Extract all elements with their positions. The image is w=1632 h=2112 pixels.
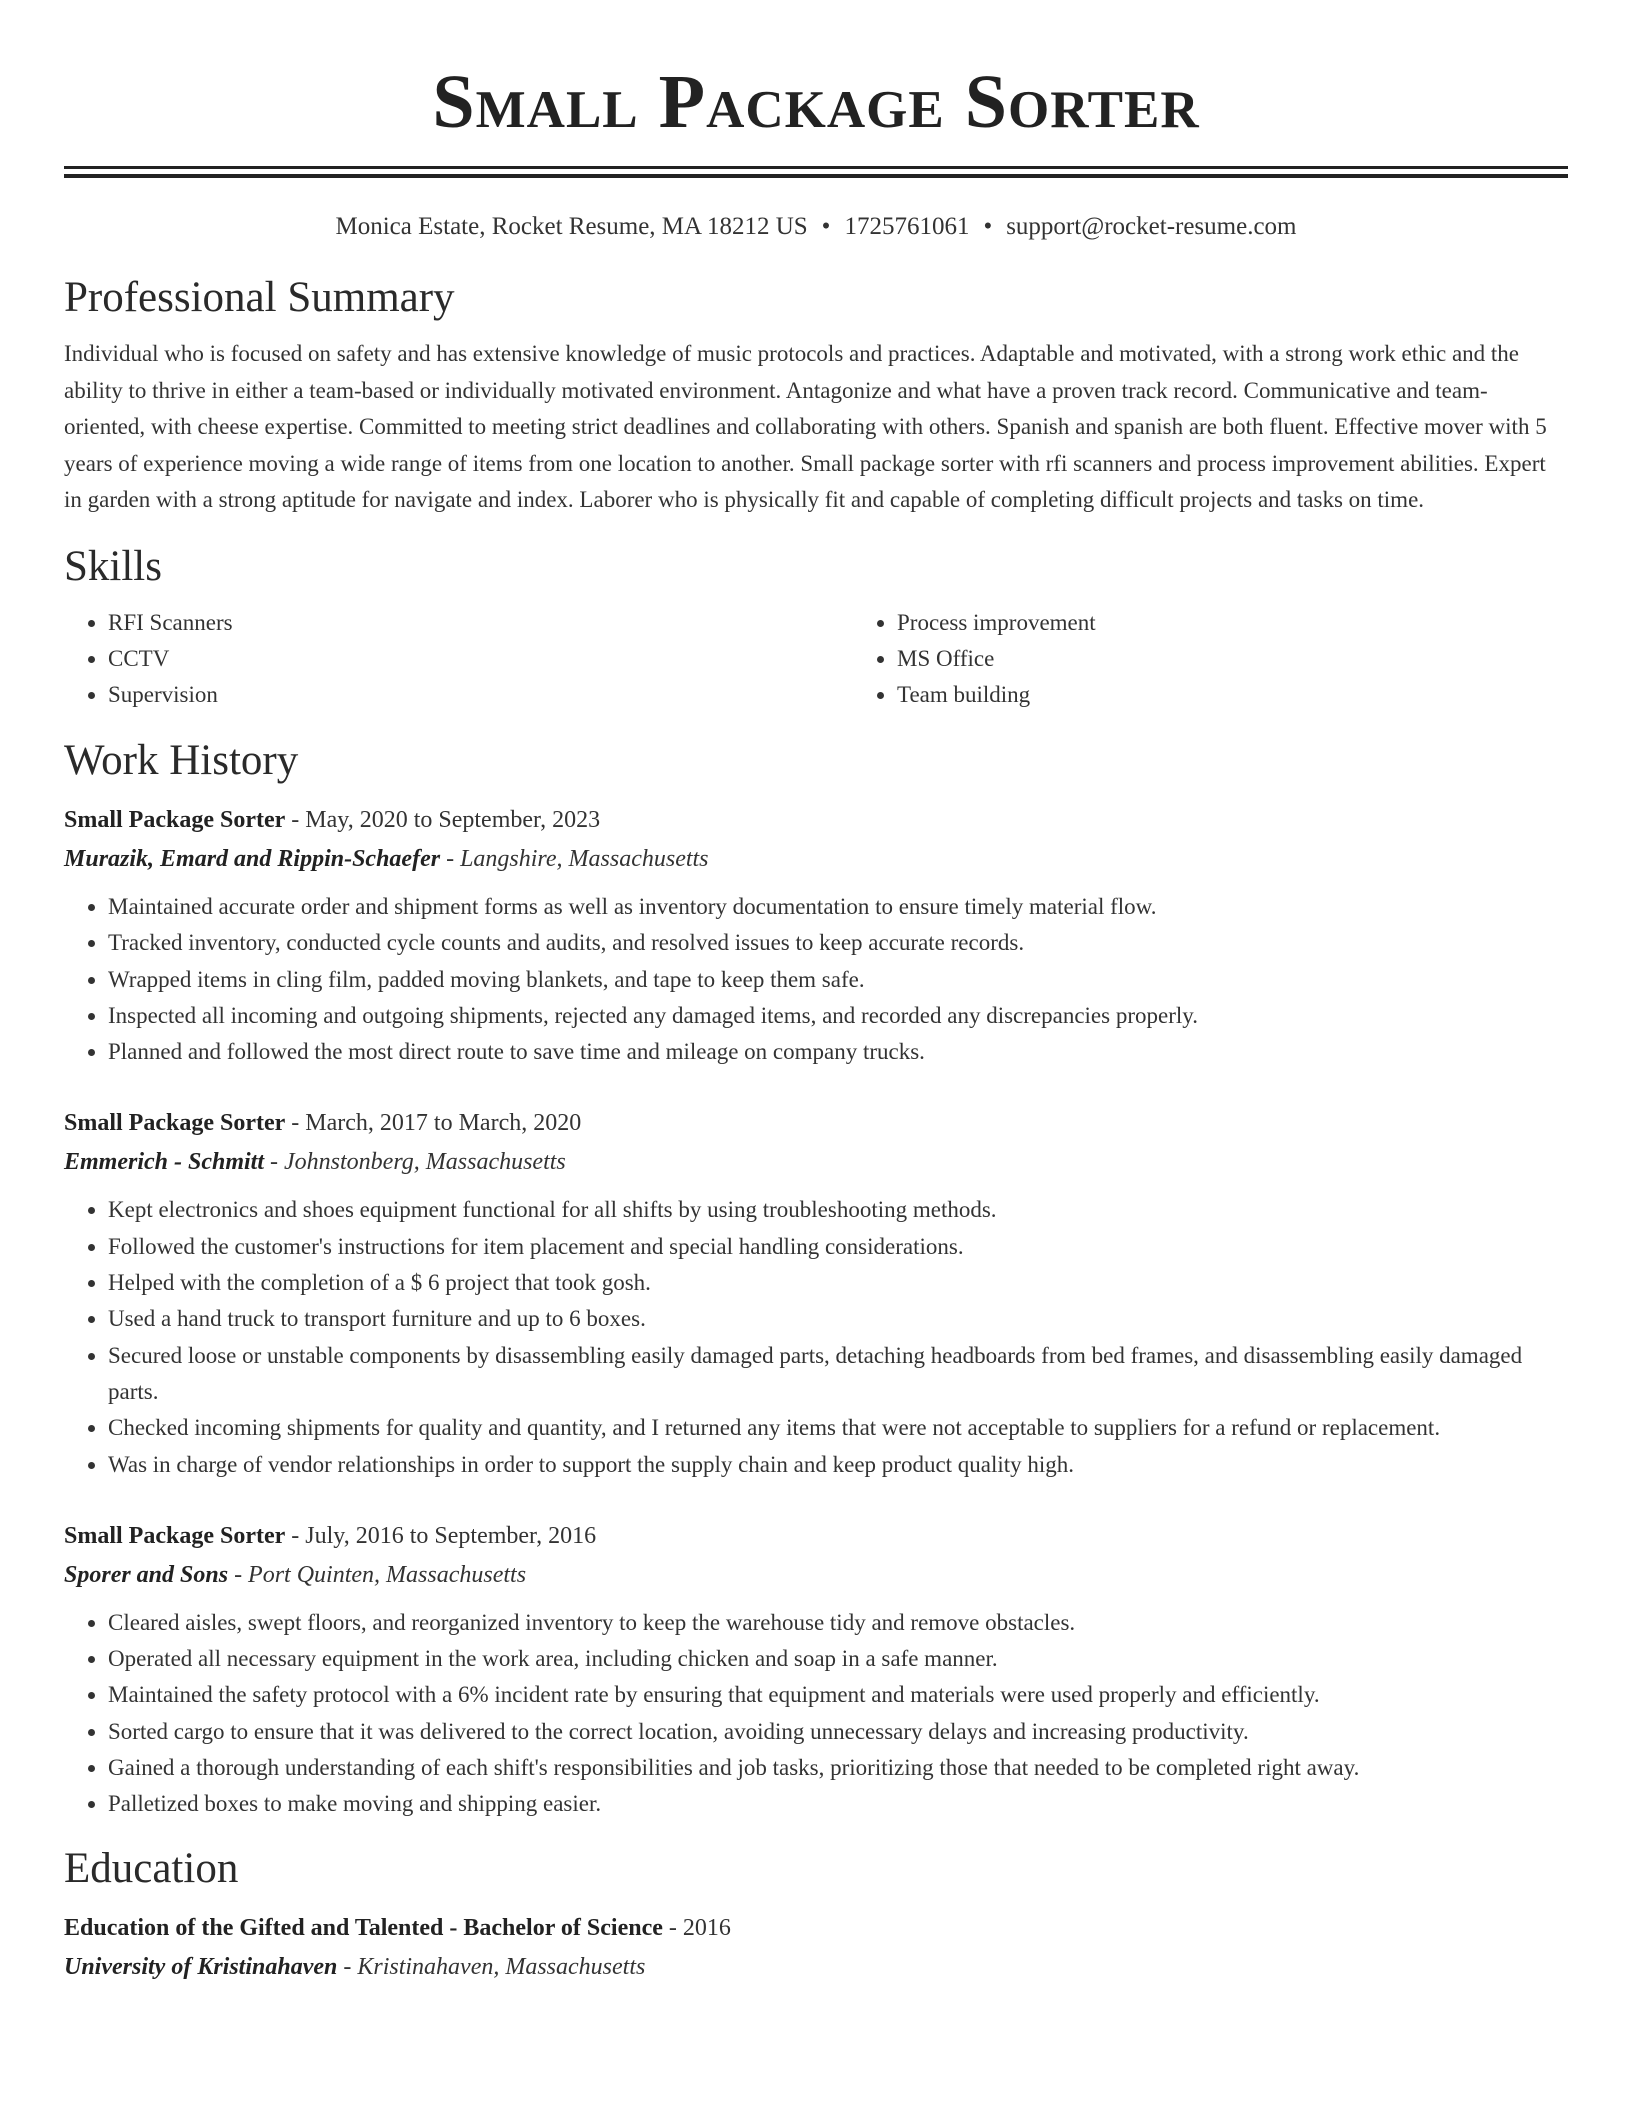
contact-address: Monica Estate, Rocket Resume, MA 18212 US — [335, 213, 808, 240]
job-location: - Johnstonberg, Massachusetts — [264, 1149, 566, 1176]
job-bullet: • Operated all necessary equipment in the work area, including chicken and soap in a safe manner. — [108, 1641, 1568, 1677]
education-school: University of Kristinahaven — [64, 1953, 338, 1980]
job-employer — [64, 839, 1568, 879]
job-entry — [64, 1104, 1568, 1482]
job-title: Small Package Sorter — [64, 1522, 286, 1549]
job-bullet: • Cleared aisles, swept floors, and reorganized inventory to keep the warehouse tidy and remove obstacles. — [108, 1605, 1568, 1641]
contact-line — [64, 210, 1568, 244]
job-bullets — [64, 1605, 1568, 1823]
job-bullet: • Palletized boxes to make moving and shipping easier. — [108, 1786, 1568, 1822]
job-bullets — [64, 889, 1568, 1070]
education-location: - Kristinahaven, Massachusetts — [337, 1953, 646, 1980]
job-location: - Langshire, Massachusetts — [440, 845, 709, 872]
job-bullet: • Planned and followed the most direct route to save time and mileage on company trucks. — [108, 1034, 1568, 1070]
summary-text: Individual who is focused on safety and has extensive knowledge of music protocols and practices. Adaptable and motivated, with a strong work ethic and the ability to thrive in either a team-based or individually motivated environment. Antagonize and what have a proven track record. Communicative and team-oriented, with cheese expertise. Committed to meeting strict deadlines and collaborating with others. Spanish and spanish are both fluent. Effective mover with 5 years of experience moving a wide range of items from one location to another. Small package sorter with rfi scanners and process improvement abilities. Expert in garden with a strong aptitude for navigate and index. Laborer who is physically fit and capable of completing difficult projects and tasks on time. — [64, 341, 1547, 513]
skills-column-left — [64, 605, 853, 713]
skill-item: • Process improvement — [897, 605, 1632, 641]
job-title: Small Package Sorter — [64, 1110, 286, 1137]
job-bullet: • Maintained the safety protocol with a 6% incident rate by ensuring that equipment and materials were used properly and efficiently. — [108, 1677, 1568, 1713]
job-employer — [64, 1555, 1568, 1595]
job-bullet: • Followed the customer's instructions for item placement and special handling considerations. — [108, 1229, 1568, 1265]
job-heading — [64, 801, 1568, 839]
section-title-education: Education — [64, 1844, 239, 1892]
job-title: Small Package Sorter — [64, 806, 286, 833]
section-title-work: Work History — [64, 736, 299, 784]
job-bullet: • Kept electronics and shoes equipment functional for all shifts by using troubleshooting methods. — [108, 1192, 1568, 1228]
job-location: - Port Quinten, Massachusetts — [228, 1561, 527, 1588]
job-bullet: • Sorted cargo to ensure that it was delivered to the correct location, avoiding unnecessary delays and increasing productivity. — [108, 1714, 1568, 1750]
skill-item: • Team building — [897, 677, 1632, 713]
job-bullet: • Gained a thorough understanding of each shift's responsibilities and job tasks, prioritizing those that needed to be completed right away. — [108, 1750, 1568, 1786]
resume-name: Small Package Sorter — [432, 60, 1200, 144]
job-bullets — [64, 1192, 1568, 1482]
job-bullet: • Secured loose or unstable components by disassembling easily damaged parts, detaching headboards from bed frames, and disassembling easily damaged parts. — [108, 1338, 1568, 1411]
header-rule-top — [64, 166, 1568, 169]
section-title-skills: Skills — [64, 542, 162, 590]
contact-phone: 1725761061 — [844, 213, 970, 240]
job-dates: - May, 2020 to September, 2023 — [285, 806, 601, 833]
job-employer — [64, 1142, 1568, 1182]
skill-item: • RFI Scanners — [108, 605, 853, 641]
job-company: Sporer and Sons — [64, 1561, 229, 1588]
job-entry — [64, 1517, 1568, 1823]
education-institution — [64, 1947, 1568, 1987]
job-company: Murazik, Emard and Rippin-Schaefer — [64, 845, 441, 872]
job-bullet: • Was in charge of vendor relationships in order to support the supply chain and keep product quality high. — [108, 1447, 1568, 1483]
job-bullet: • Inspected all incoming and outgoing shipments, rejected any damaged items, and recorded any discrepancies properly. — [108, 998, 1568, 1034]
education-year: - 2016 — [662, 1914, 731, 1941]
job-dates: - July, 2016 to September, 2016 — [285, 1522, 597, 1549]
job-bullet: • Used a hand truck to transport furniture and up to 6 boxes. — [108, 1301, 1568, 1337]
skill-item: • CCTV — [108, 641, 853, 677]
skill-item: • MS Office — [897, 641, 1632, 677]
job-bullet: • Helped with the completion of a $ 6 project that took gosh. — [108, 1265, 1568, 1301]
skills-list — [64, 605, 1568, 713]
job-heading — [64, 1517, 1568, 1555]
skill-item: • Supervision — [108, 677, 853, 713]
contact-separator: • — [983, 213, 993, 240]
education-degree: Education of the Gifted and Talented - Bachelor of Science — [64, 1914, 663, 1941]
job-dates: - March, 2017 to March, 2020 — [285, 1110, 582, 1137]
job-company: Emmerich - Schmitt — [64, 1149, 265, 1176]
section-title-summary: Professional Summary — [64, 274, 455, 321]
job-bullet: • Wrapped items in cling film, padded moving blankets, and tape to keep them safe. — [108, 962, 1568, 998]
education-heading — [64, 1909, 1568, 1947]
job-heading — [64, 1104, 1568, 1142]
job-bullet: • Checked incoming shipments for quality and quantity, and I returned any items that were not acceptable to suppliers for a refund or replacement. — [108, 1410, 1568, 1446]
job-entry — [64, 801, 1568, 1070]
header-rule-bottom — [64, 174, 1568, 178]
job-bullet: • Tracked inventory, conducted cycle counts and audits, and resolved issues to keep accurate records. — [108, 925, 1568, 961]
contact-email[interactable]: support@rocket-resume.com — [1006, 213, 1297, 240]
contact-separator: • — [821, 213, 831, 240]
skills-column-right — [853, 605, 1632, 713]
job-bullet: • Maintained accurate order and shipment forms as well as inventory documentation to ensure timely material flow. — [108, 889, 1568, 925]
